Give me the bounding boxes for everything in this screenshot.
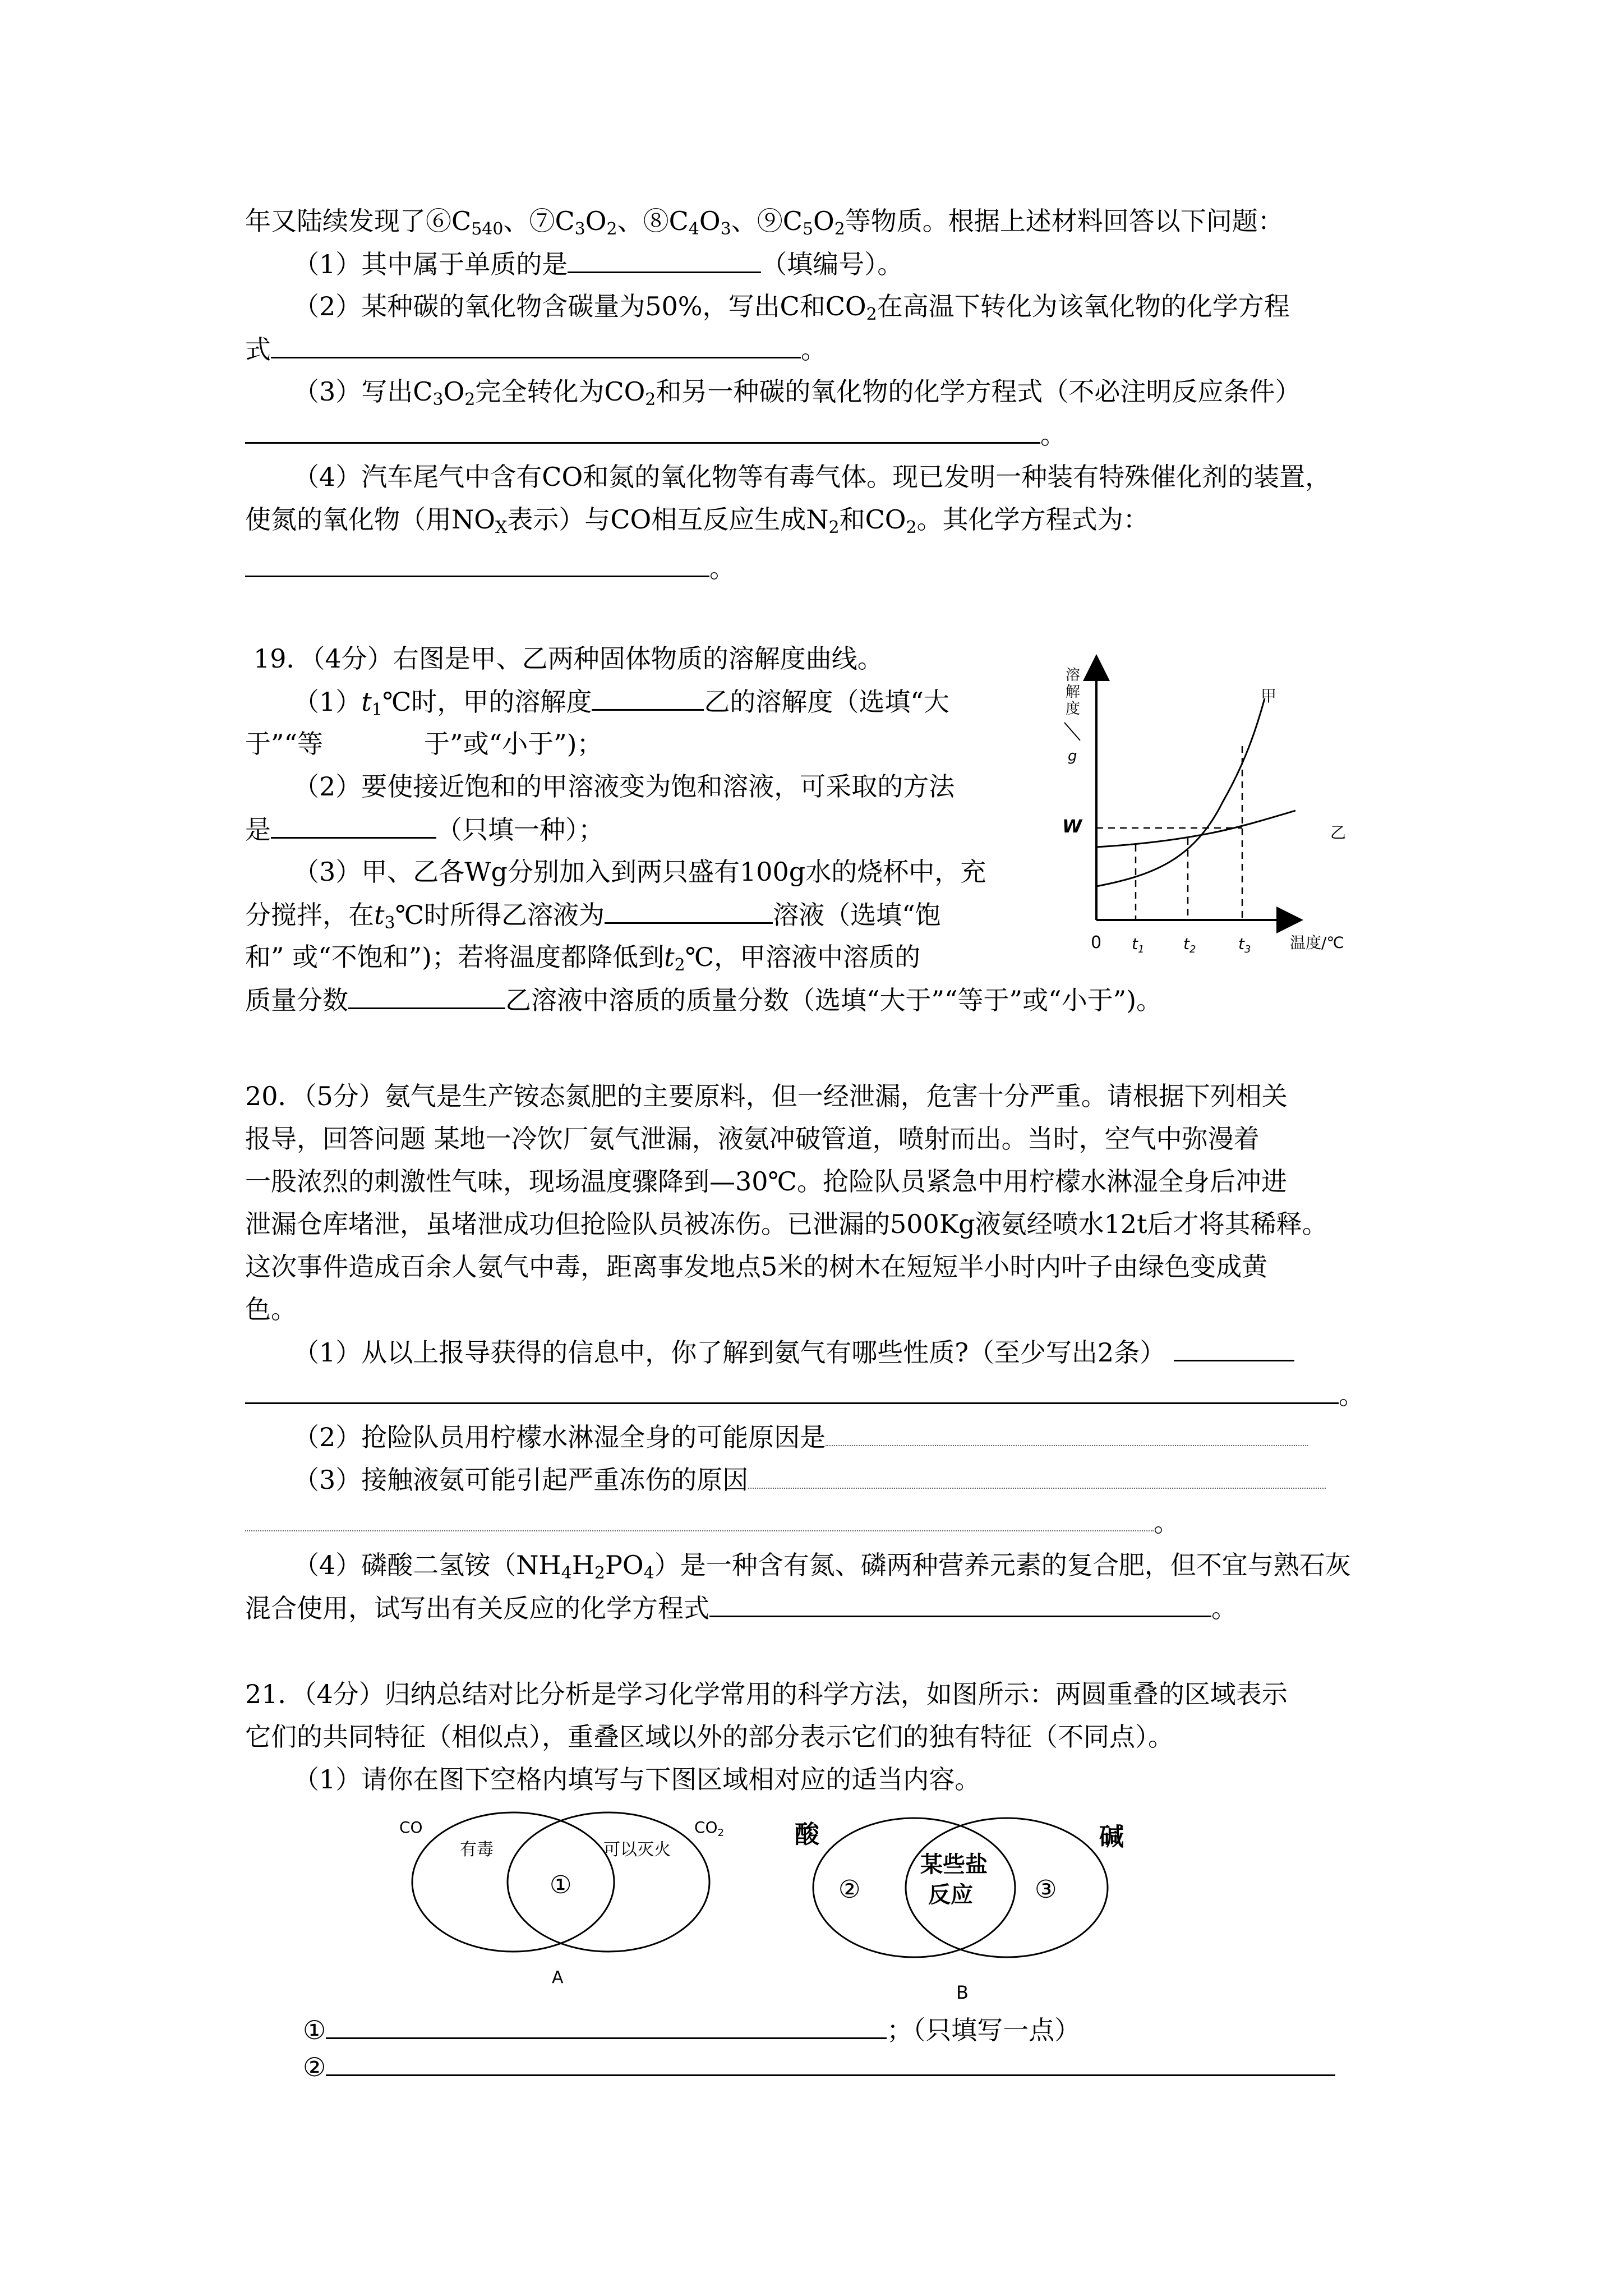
q18-part4-line2: 使氮的氧化物（用$NO_X$表示）与CO相互反应生成$N_2$和$CO_2$。其化学方程式为： [245, 504, 1149, 537]
svg-text:溶: 溶 [1066, 667, 1081, 684]
venn-b-left-label: 酸 [795, 1820, 819, 1849]
q20-part3-answer: 。 [245, 1506, 1179, 1539]
q18-part3: （3）写出$C_3O_2$完全转化为$CO_2$和另一种碳的氧化物的化学方程式（不必注明反应条件） [293, 376, 1301, 409]
q19-part1-line1: $(1)t_1℃$时，甲的溶解度 乙的溶解度（选填“大 [293, 684, 949, 727]
venn-b-center-line1: 某些盐 [920, 1852, 988, 1878]
solubility-chart [1043, 651, 1380, 965]
q18-part3-answer: 。 [245, 417, 1066, 452]
q21-part1: （1）请你在图下空格内填写与下图区域相对应的适当内容。 [293, 1764, 981, 1795]
q19-answer-blank-4[interactable] [348, 983, 505, 1009]
q20-line4: 泄漏仓库堵泄，虽堵泄成功但抢险队员被冻伤。已泄漏的500Kg液氨经喷水12t后才将其稀释。 [245, 1209, 1328, 1239]
tick-t2: $t_2$ [1183, 935, 1196, 955]
q19-answer-blank-2[interactable] [271, 812, 436, 839]
series-yi-label: 乙 [1330, 823, 1347, 842]
q18-part2-line1: （2）某种碳的氧化物含碳量为50%，写出C和$CO_2$在高温下转化为该氧化物的化学方程 [293, 291, 1290, 324]
q18-intro-line: 年又陆续发现了$⑥C_{540}$、$⑦C_3O_2$、$⑧C_4O_3$、$⑨C_5O_2$等物质。根据上述材料回答以下问题： [245, 206, 1284, 239]
q18-answer-blank-3[interactable] [245, 417, 1040, 444]
q20-answer-blank-4[interactable] [709, 1591, 1211, 1617]
venn-a-right-text: 可以灭火 [603, 1840, 671, 1860]
venn-a-center-mark: ① [550, 1871, 572, 1899]
q19-part2-line2: 是 （只填一种）； [245, 812, 604, 846]
q18-answer-blank-2[interactable] [271, 332, 801, 358]
q20-answer-blank-2[interactable] [826, 1420, 1308, 1446]
venn-a-left-circle [412, 1812, 614, 1952]
q18-part4-answer: 。 [245, 551, 735, 585]
y-axis-label [1064, 667, 1080, 765]
q21-answer-2: ② [303, 2050, 1335, 2084]
venn-b-left-mark: ② [838, 1875, 861, 1904]
q18-answer-blank-1[interactable] [568, 247, 761, 273]
venn-b-right-label: 碱 [1099, 1823, 1124, 1851]
q18-part2-line2: 式 。 [245, 332, 827, 366]
venn-a-caption: A [552, 1968, 564, 1987]
q21-answer-1: ① ；（只填写一点） [303, 2013, 1080, 2047]
q21-line2: 它们的共同特征（相似点），重叠区域以外的部分表示它们的独有特征（不同点）。 [245, 1722, 1174, 1752]
series-jia-label: 甲 [1261, 687, 1277, 705]
q20-answer-blank-1a[interactable] [1174, 1335, 1294, 1361]
q19-heading: 19．（4分）右图是甲、乙两种固体物质的溶解度曲线。 [253, 643, 883, 674]
q20-line6: 色。 [245, 1294, 297, 1324]
q20-part2: （2）抢险队员用柠檬水淋湿全身的可能原因是 [293, 1420, 1308, 1454]
svg-text:解: 解 [1066, 684, 1081, 701]
q20-part1: （1）从以上报导获得的信息中，你了解到氨气有哪些性质?（至少写出2条） [293, 1335, 1294, 1369]
origin-label: 0 [1091, 933, 1102, 953]
venn-b-caption: B [956, 1982, 969, 2003]
q19-part1-line2: 于”“等 于”或“小于”)； [245, 729, 603, 759]
venn-b-center-line2: 反应 [928, 1882, 973, 1908]
q21-line1: 21．（4分）归纳总结对比分析是学习化学常用的科学方法，如图所示：两圆重叠的区域表示 [245, 1679, 1288, 1709]
venn-diagram-b [788, 1803, 1152, 2005]
q20-line1: 20．（5分）氨气是生产铵态氮肥的主要原料，但一经泄漏，危害十分严重。请根据下列相关 [245, 1081, 1288, 1111]
venn-a-right-label: $CO_2$ [694, 1818, 725, 1839]
venn-a-right-circle [508, 1812, 709, 1952]
q20-line3: 一股浓烈的刺激性气味，现场温度骤降到—30℃。抢险队员紧急中用柠檬水淋湿全身后冲进 [245, 1166, 1287, 1197]
q20-part4-line2: 混合使用，试写出有关反应的化学方程式 。 [245, 1591, 1237, 1625]
tick-t1: $t_1$ [1132, 935, 1145, 955]
q18-answer-blank-4[interactable] [245, 551, 709, 577]
venn-a-left-text: 有毒 [460, 1840, 494, 1860]
q19-part3-line4: 质量分数 乙溶液中溶质的质量分数（选填“大于”“等于”或“小于”)。 [245, 983, 1162, 1017]
q20-part1-answer: 。 [245, 1378, 1364, 1412]
q21-answer-blank-1[interactable] [326, 2013, 887, 2039]
q20-part4-line1: （4）磷酸二氢铵$(NH_4H_2PO_4)$是一种含有氮、磷两种营养元素的复合肥，但不宜与熟石灰 [293, 1550, 1351, 1583]
q19-answer-blank-3[interactable] [605, 898, 773, 924]
svg-text:g: g [1068, 748, 1077, 765]
series-jia-curve [1096, 698, 1265, 886]
venn-a-left-label: CO [399, 1818, 423, 1837]
q20-line5: 这次事件造成百余人氨气中毒，距离事发地点5米的树木在短短半小时内叶子由绿色变成黄 [245, 1251, 1268, 1282]
w-label: W [1062, 816, 1082, 837]
q18-part4-line1: （4）汽车尾气中含有CO和氮的氧化物等有毒气体。现已发明一种装有特殊催化剂的装置， [293, 462, 1331, 492]
q18-part1: （1）其中属于单质的是 （填编号）。 [293, 247, 903, 281]
q20-part3: （3）接触液氨可能引起严重冻伤的原因 [293, 1463, 1326, 1497]
svg-text:度: 度 [1066, 701, 1081, 717]
q19-part3-line1: （3）甲、乙各Wg分别加入到两只盛有100g水的烧杯中，充 [293, 857, 986, 887]
venn-diagram-a [387, 1803, 746, 1994]
tick-t3: $t_3$ [1238, 935, 1251, 955]
q19-answer-blank-1[interactable] [592, 684, 704, 711]
q19-part2-line1: （2）要使接近饱和的甲溶液变为饱和溶液，可采取的方法 [293, 771, 955, 802]
q19-part3-line3: 和” 或“不饱和”)；若将温度都降低到$t_2℃$，甲溶液中溶质的 [245, 942, 921, 975]
venn-b-right-mark: ③ [1035, 1875, 1057, 1904]
q19-part3-line2: 分搅拌，在$t_3℃$时所得乙溶液为 溶液（选填“饱 [245, 898, 941, 940]
q20-line2: 报导，回答问题 某地一冷饮厂氨气泄漏，液氨冲破管道，喷射而出。当时，空气中弥漫着 [245, 1124, 1260, 1154]
q20-answer-blank-3b[interactable] [245, 1506, 1154, 1531]
q21-answer-blank-2[interactable] [326, 2050, 1335, 2076]
q20-answer-blank-3a[interactable] [748, 1463, 1326, 1489]
q20-answer-blank-1b[interactable] [245, 1378, 1339, 1404]
x-axis-label: 温度/℃ [1290, 933, 1344, 952]
